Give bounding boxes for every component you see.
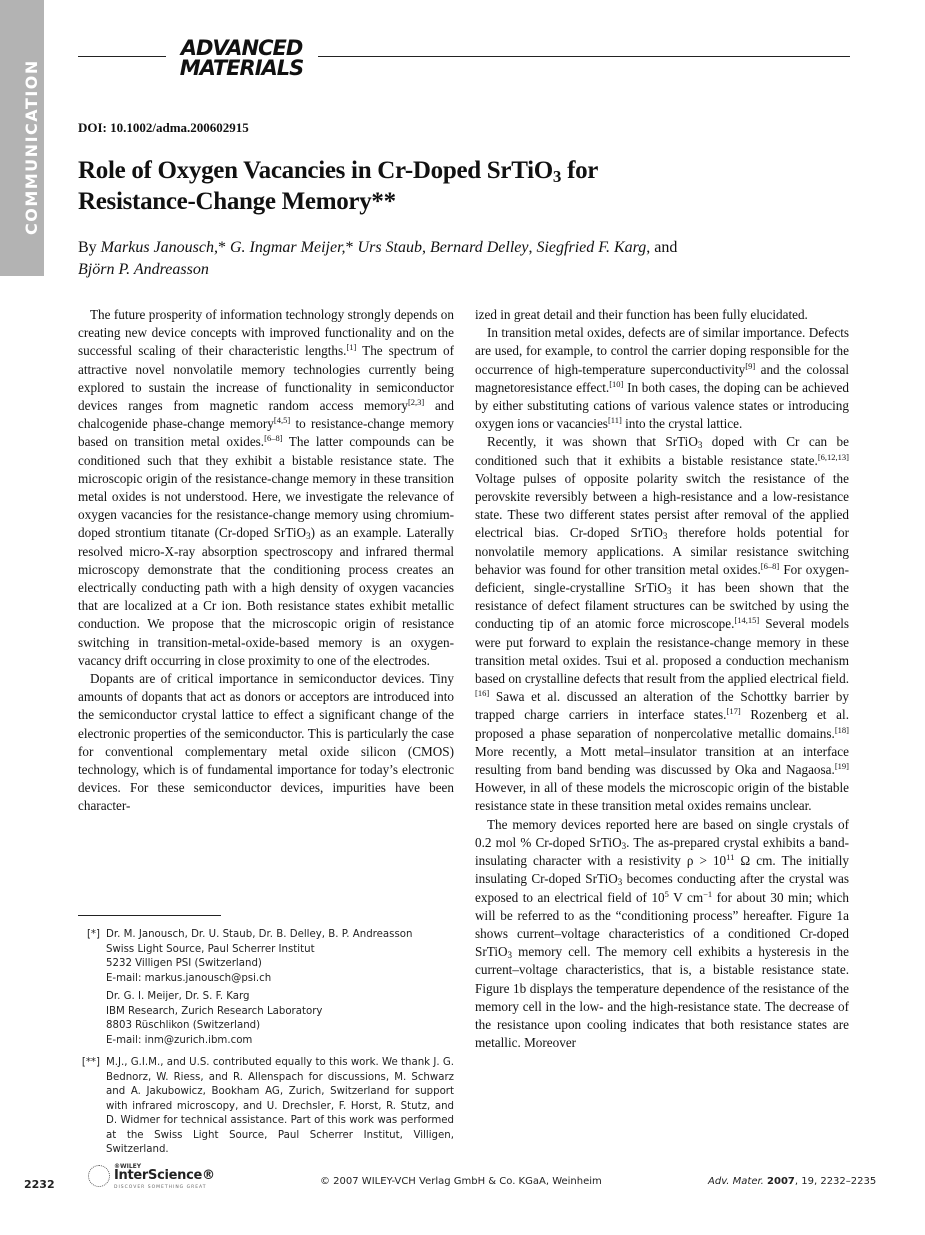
publisher-tagline: DISCOVER SOMETHING GREAT [114, 1185, 207, 1190]
citation-ref: [4,5] [273, 415, 291, 426]
text: Sawa et al. discussed an alteration of the Schottky barrier by trapped charge carriers in interface states. [475, 689, 849, 723]
citation-ref: [18] [834, 724, 849, 735]
paragraph: ized in great detail and their function has been fully elucidated. [475, 307, 808, 322]
journal-abbrev: Adv. Mater. [708, 1176, 764, 1187]
body-column-left [78, 306, 454, 816]
email-ibm: E-mail: inm@zurich.ibm.com [106, 1034, 253, 1046]
affiliation-ibm [106, 990, 454, 1048]
subscript: 3 [306, 531, 311, 542]
text: it has been shown that the resistance of defect filament structures can be switched by using the conducting tip of an atomic force microscope. [475, 580, 849, 632]
text: In both cases, the doping can be achieved by either substituting cations of various valence states or introducing oxygen ions or vacancies [475, 379, 849, 432]
text: For oxygen-deficient, single-crystalline SrTiO [475, 561, 849, 596]
citation-ref: [6,12,13] [817, 451, 849, 462]
footnote-mark: [**] [81, 1057, 100, 1068]
affiliation-line: 8803 Rüschlikon (Switzerland) [106, 1020, 261, 1031]
citation-ref: [17] [726, 706, 741, 717]
journal-year: 2007 [767, 1176, 795, 1187]
citation-ref: [11] [607, 415, 622, 426]
author-name: Markus Janousch, [100, 239, 218, 256]
superscript: 5 [664, 888, 669, 899]
volume-pages: , 19, 2232–2235 [794, 1176, 877, 1187]
text: memory cell. The memory cell exhibits a hysteresis in the current–voltage characteristics, that is, a bistable resistance state. Figure 1b displays the temperature dependence of the resistance of the memory cell in the low- and the high-resistance state. The decrease of the resistance upon cooling indicates that both resistance states are metallic. Moreover [475, 944, 849, 1051]
title-subscript: 3 [552, 167, 562, 186]
text: However, in all of these models the microscopic origin of the bistable resistance state in these transition metal oxides remains unclear. [475, 780, 849, 814]
journal-logo [165, 38, 318, 78]
subscript: 3 [666, 586, 672, 597]
text: The latter compounds can be conditioned such that they exhibit a bistable resistance state. The microscopic origin of the resistance-change memory in these transition metal oxides is not understood. Here, we investigate the relevance of oxygen vacancies for the resistance-change memory using chromium-doped strontium titanate (Cr-doped SrTiO [78, 434, 454, 541]
citation-ref: [14,15] [734, 615, 760, 626]
author-mark: , and [646, 239, 678, 256]
text: ) as an example. Laterally resolved micro-X-ray absorption spectroscopy and infrared thermal microscopy demonstrate that the conditioning process creates an electrically conducting path with a high density of oxygen vacancies that are localized at a Cr ion. Both resistance states exhibit metallic conduction. We propose that the microscopic origin of resistance switching in transition-metal-oxide-based memory is an oxygen-vacancy drift occurring in close proximity to one of the electrodes. [78, 525, 454, 668]
text: and the colossal magnetoresistance effect. [475, 361, 849, 395]
doi: DOI: 10.1002/adma.200602915 [78, 120, 249, 135]
author-name: Urs Staub [357, 239, 422, 256]
text: doped with Cr can be conditioned such that it exhibits a bistable resistance state. [475, 434, 849, 468]
section-sidebar [0, 0, 44, 276]
affiliation-line: 5232 Villigen PSI (Switzerland) [106, 958, 262, 969]
text: In transition metal oxides, defects are of similar importance. Defects are used, for example, to control the carrier doping responsible for the occurrence of high-temperature superconductivity [475, 325, 849, 377]
superscript: 11 [726, 852, 735, 863]
footnote-acknowledgements [78, 1056, 454, 1158]
paragraph [475, 324, 849, 433]
author-name: Björn P. Andreasson [78, 261, 209, 278]
text: for about 30 min; which will be referred to as the “conditioning process” hereafter. Figure 1a shows current–voltage characteristics of a conditioned Cr-doped SrTiO [475, 889, 849, 960]
wiley-interscience-logo [88, 1163, 215, 1193]
text: Rozenberg et al. proposed a phase separation of nonpercolative metallic domains. [475, 707, 849, 741]
title-text: for [561, 157, 599, 184]
footnote-mark: [*] [86, 929, 100, 940]
text: Ω cm. The initially insulating Cr-doped SrTiO [475, 853, 850, 887]
citation-ref: [16] [475, 688, 490, 699]
header-rule-right [318, 56, 850, 57]
text: Several models were put forward to explain the resistance-change memory in these transition metal oxides. Tsui et al. proposed a conduction mechanism based on crystalline defects that result from the applied electrical field. [475, 616, 849, 687]
paragraph [475, 816, 849, 1053]
author-mark: , [421, 239, 426, 256]
journal-citation [708, 1176, 876, 1187]
citation-ref: [6–8] [264, 433, 283, 444]
text: therefore holds potential for nonvolatile memory applications. A similar resistance switching behavior was found for other transition metal oxides. [475, 525, 850, 577]
title-text-line2: Resistance-Change Memory** [78, 188, 396, 215]
globe-icon [88, 1165, 110, 1187]
section-label: COMMUNICATION [22, 59, 41, 235]
text: becomes conducting after the crystal was exposed to an electrical field of 10 [475, 871, 849, 905]
publisher-small: ®WILEY [114, 1163, 142, 1170]
text: V cm [668, 889, 704, 905]
affiliation-line: Dr. G. I. Meijer, Dr. S. F. Karg [106, 991, 250, 1002]
title-text: Role of Oxygen Vacancies in Cr-Doped SrTiO [78, 157, 553, 184]
text: Recently, it was shown that SrTiO [487, 434, 698, 450]
paragraph: Dopants are of critical importance in semiconductor devices. Tiny amounts of dopants that act as donors or acceptors are introduced into the semiconductor crystal lattice to effect a significant change of the electronic properties of the semiconductor. This is particularly the case for conventional complementary metal oxide silicon (CMOS) technology, which is of fundamental importance for today’s electronic devices. For these semiconductor devices, impurities have been character- [78, 671, 454, 814]
citation-ref: [2,3] [407, 397, 425, 408]
citation-ref: [1] [346, 342, 357, 353]
publisher-logo-text: InterScience® [114, 1168, 215, 1183]
footnote-affiliations [78, 928, 454, 1052]
author-mark: , [528, 239, 533, 256]
journal-logo-line1: ADVANCED [180, 36, 303, 60]
copyright: © 2007 WILEY-VCH Verlag GmbH & Co. KGaA, Weinheim [320, 1176, 602, 1187]
subscript: 3 [621, 840, 627, 851]
superscript: −1 [703, 888, 713, 899]
author-mark: * [345, 239, 354, 256]
subscript: 3 [617, 877, 623, 888]
citation-ref: [10] [609, 378, 624, 389]
text: The memory devices reported here are based on single crystals of 0.2 mol % Cr-doped SrTiO [475, 816, 849, 850]
footnotes [78, 928, 454, 1162]
subscript: 3 [507, 950, 513, 961]
email-psi: E-mail: markus.janousch@psi.ch [106, 972, 272, 984]
affiliation-line: Dr. M. Janousch, Dr. U. Staub, Dr. B. Delley, B. P. Andreasson [106, 929, 413, 940]
affiliation-line: IBM Research, Zurich Research Laboratory [106, 1005, 323, 1017]
citation-ref: [6–8] [760, 560, 780, 571]
journal-logo-line2: MATERIALS [179, 56, 304, 80]
subscript: 3 [662, 531, 668, 542]
text: to resistance-change memory based on transition metal oxides. [78, 416, 454, 450]
body-column-right [475, 306, 849, 1052]
header-rule-left [78, 56, 166, 57]
authors-prefix: By [78, 239, 101, 256]
text: The spectrum of attractive novel nonvolatile memory technologies currently being explored to sustain the increase of functionality in semiconductor devices ranges from magnetic random access memory [78, 343, 454, 414]
acknowledgement-text: M.J., G.I.M., and U.S. contributed equally to this work. We thank J. G. Bednorz, W. Riess, and R. Allenspach for discussions, M. Schwarz and A. Jakubowicz, Bookham AG, Zurich, Switzerland for support with infrared microscopy, and U. Drechsler, F. Horst, R. Stutz, and D. Widmer for technical assistance. Part of this work was performed at the Swiss Light Source, Paul Scherrer Institut, Villigen, Switzerland. [106, 1057, 454, 1155]
author-list [78, 237, 798, 281]
citation-ref: [19] [834, 761, 849, 772]
text: Voltage pulses of opposite polarity switch the resistance of the perovskite reversibly between a high-resistance and a low-resistance state. These two different states persist after removal of the applied electrical bias. Cr-doped SrTiO [475, 470, 849, 541]
text: The future prosperity of information technology strongly depends on creating new device concepts with improved functionality and on the successful scaling of their characteristic lengths. [78, 307, 454, 359]
author-name: Siegfried F. Karg [536, 239, 647, 256]
text: and chalcogenide phase-change memory [78, 398, 454, 432]
article-title [78, 155, 778, 217]
paragraph [475, 433, 849, 815]
text: . The as-prepared crystal exhibits a band-insulating character with a resistivity ρ > 10 [475, 834, 849, 869]
page-number: 2232 [24, 1178, 55, 1191]
author-name: G. Ingmar Meijer, [229, 239, 346, 256]
subscript: 3 [697, 440, 703, 451]
citation-ref: [9] [745, 360, 756, 371]
affiliation-line: Swiss Light Source, Paul Scherrer Institut [106, 943, 315, 955]
footnote-rule [78, 915, 221, 916]
text: More recently, a Mott metal–insulator transition at an interface resulting from band bending was discussed by Oka and Nagaosa. [475, 743, 849, 778]
author-mark: * [217, 239, 226, 256]
text: into the crystal lattice. [621, 416, 743, 432]
author-name: Bernard Delley [429, 239, 529, 256]
affiliation-psi [106, 928, 454, 986]
paragraph [78, 306, 454, 670]
